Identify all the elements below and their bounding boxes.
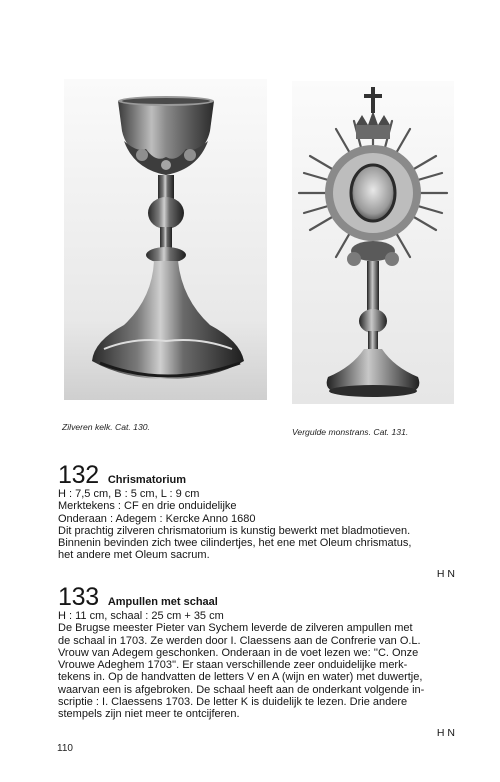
page-number: 110 [57, 743, 73, 754]
entry-line: H : 7,5 cm, B : 5 cm, L : 9 cm [58, 488, 200, 500]
monstrance-photo [292, 81, 454, 404]
author-initials: H N [436, 726, 455, 739]
entry-line: de schaal in 1703. Ze werden door I. Claessens aan de Confrerie van O.L. [58, 634, 421, 647]
entry-number: 133 [58, 583, 99, 611]
entry-line: Dit prachtig zilveren chrismatorium is kunstig bewerkt met bladmotieven. [58, 524, 411, 537]
entry-line: Onderaan : Adegem : Kercke Anno 1680 [58, 512, 256, 525]
entry-heading [58, 583, 455, 611]
entry-line: Vrouwe Adeghem 1703''. Er staan verschillende zeer onduidelijke merk- [58, 659, 408, 672]
entry-line: Binnenin bevinden zich twee cilindertjes, het ene met Oleum chrismatus, [58, 537, 412, 550]
entry-title: Chrismatorium [107, 474, 187, 486]
entry-line: De Brugse meester Pieter van Sychem leverde de zilveren ampullen met [58, 622, 413, 635]
chalice-photo [64, 79, 267, 400]
entry-line: het andere met Oleum sacrum. [58, 549, 210, 562]
entry-line: scriptie : I. Claessens 1703. De letter K is duidelijk te lezen. Drie andere [58, 696, 408, 709]
entry-heading [58, 461, 455, 489]
entry-title: Ampullen met schaal [107, 596, 218, 608]
monstrance-illustration [292, 81, 454, 404]
chalice-caption: Zilveren kelk. Cat. 130. [62, 422, 150, 432]
entry-line: Vrouw van Adegem geschonken. Onderaan in de voet lezen we: ''C. Onze [58, 646, 419, 659]
catalog-entry-133 [58, 583, 455, 740]
entry-number: 132 [58, 461, 99, 489]
chalice-illustration [64, 79, 267, 400]
entry-line: waarvan een is afgebroken. De schaal heeft aan de onderkant volgende in- [58, 683, 425, 696]
entry-line: Merktekens : CF en drie onduidelijke [58, 500, 237, 513]
monstrance-caption: Vergulde monstrans. Cat. 131. [292, 427, 409, 437]
entry-line: tekens in. Op de handvatten de letters V en A (wijn en water) met duwertje, [58, 671, 423, 684]
author-initials: H N [436, 567, 455, 580]
catalog-entry-132 [58, 461, 455, 581]
entry-line: H : 11 cm, schaal : 25 cm + 35 cm [58, 610, 224, 622]
entry-line: stempels zijn niet meer te ontcijferen. [58, 708, 240, 721]
